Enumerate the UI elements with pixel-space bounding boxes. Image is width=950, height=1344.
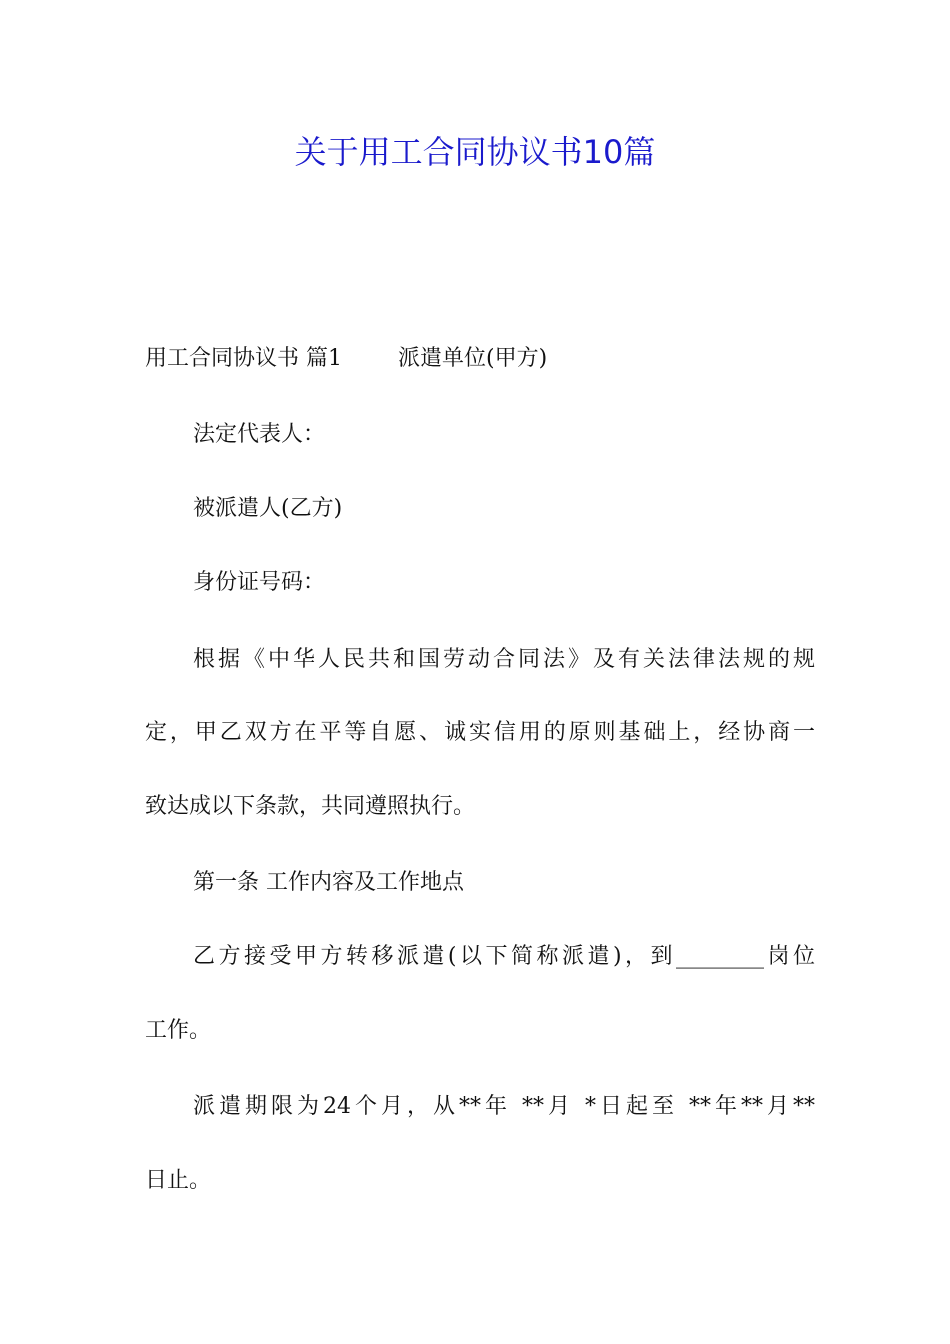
id-number-label: 身份证号码： [193, 570, 326, 595]
paragraph-1-line-3: 致达成以下条款，共同遵照执行。 [145, 794, 476, 819]
paragraph-1-line-2: 定，甲乙双方在平等自愿、诚实信用的原则基础上，经协商一 [145, 720, 815, 745]
article-1-title: 第一条 工作内容及工作地点 [193, 870, 464, 895]
party-b-label: 被派遣人(乙方) [193, 496, 343, 521]
party-a-label: 派遣单位(甲方) [398, 346, 548, 371]
paragraph-1-line-1: 根据《中华人民共和国劳动合同法》及有关法律法规的规 [193, 647, 815, 672]
heading-line [145, 343, 815, 375]
article-1-line-2: 工作。 [145, 1018, 212, 1043]
legal-representative-label: 法定代表人： [193, 422, 326, 447]
article-1-line-1: 乙方接受甲方转移派遣(以下简称派遣)，到________岗位 [193, 944, 815, 969]
term-line-1: 派遣期限为24个月，从**年 **月 *日起至 **年**月** [193, 1094, 815, 1119]
term-line-2: 日止。 [145, 1168, 212, 1193]
document-title: 关于用工合同协议书10篇 [294, 133, 656, 171]
section-heading: 用工合同协议书 篇1 [145, 346, 342, 371]
